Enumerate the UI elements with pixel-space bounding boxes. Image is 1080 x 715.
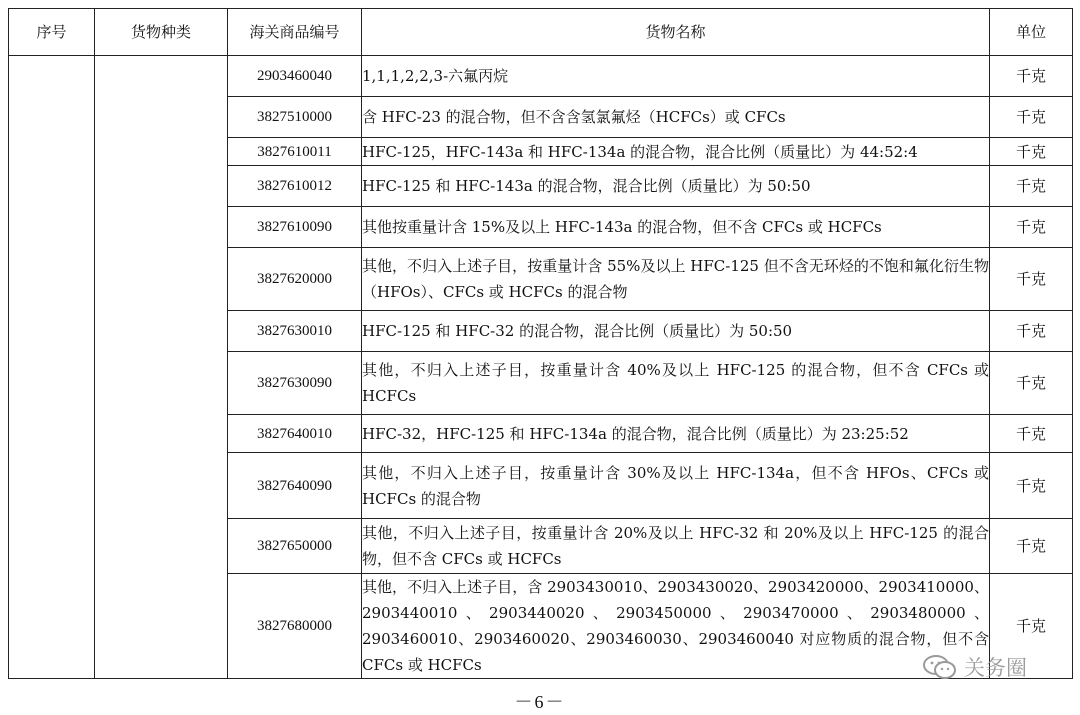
header-goods-name: 货物名称 (362, 9, 990, 56)
goods-name-cell: HFC-125 和 HFC-143a 的混合物，混合比例（质量比）为 50:50 (362, 166, 990, 207)
wechat-icon (922, 654, 958, 680)
hs-code-cell: 3827610012 (228, 166, 362, 207)
goods-name-cell: HFC-125 和 HFC-32 的混合物，混合比例（质量比）为 50:50 (362, 311, 990, 352)
hs-code-cell: 3827630090 (228, 352, 362, 415)
unit-cell: 千克 (990, 248, 1073, 311)
unit-cell: 千克 (990, 415, 1073, 453)
header-row (9, 9, 1073, 56)
unit-cell: 千克 (990, 207, 1073, 248)
goods-table (8, 8, 1073, 679)
unit-cell: 千克 (990, 56, 1073, 97)
hs-code-cell: 3827640010 (228, 415, 362, 453)
watermark-text: 关务圈 (964, 656, 1027, 680)
goods-name-cell: 其他，不归入上述子目，含 2903430010、2903430020、2903420000、2903410000、2903440010、2903440020、2903450000、2903470000、2903480000、2903460010、2903460020、2903460030、2903460040 对应物质的混合物，但不含 CFCs 或 HCFCs (362, 574, 990, 679)
hs-code-cell: 3827640090 (228, 453, 362, 519)
hs-code-cell: 3827630010 (228, 311, 362, 352)
hs-code-cell: 3827680000 (228, 574, 362, 679)
unit-cell: 千克 (990, 352, 1073, 415)
goods-name-cell: HFC-125，HFC-143a 和 HFC-134a 的混合物，混合比例（质量比）为 44:52:4 (362, 138, 990, 166)
header-hs-code: 海关商品编号 (228, 9, 362, 56)
goods-name-cell: 其他，不归入上述子目，按重量计含 55%及以上 HFC-125 但不含无环烃的不饱和氟化衍生物（HFOs）、CFCs 或 HCFCs 的混合物 (362, 248, 990, 311)
goods-name-cell: 1,1,1,2,2,3-六氟丙烷 (362, 56, 990, 97)
goods-name-cell: 其他，不归入上述子目，按重量计含 30%及以上 HFC-134a，但不含 HFOs、CFCs 或 HCFCs 的混合物 (362, 453, 990, 519)
goods-name-cell: HFC-32，HFC-125 和 HFC-134a 的混合物，混合比例（质量比）为 23:25:52 (362, 415, 990, 453)
hs-code-cell: 2903460040 (228, 56, 362, 97)
hs-code-cell: 3827610090 (228, 207, 362, 248)
hs-code-cell: 3827650000 (228, 519, 362, 574)
unit-cell: 千克 (990, 453, 1073, 519)
header-seq: 序号 (9, 9, 95, 56)
seq-cell (9, 56, 95, 679)
table-row (9, 56, 1073, 97)
category-cell (95, 56, 228, 679)
unit-cell: 千克 (990, 138, 1073, 166)
unit-cell: 千克 (990, 311, 1073, 352)
goods-name-cell: 其他，不归入上述子目，按重量计含 20%及以上 HFC-32 和 20%及以上 HFC-125 的混合物，但不含 CFCs 或 HCFCs (362, 519, 990, 574)
goods-name-cell: 含 HFC-23 的混合物，但不含含氢氯氟烃（HCFCs）或 CFCs (362, 97, 990, 138)
hs-code-cell: 3827510000 (228, 97, 362, 138)
hs-code-cell: 3827610011 (228, 138, 362, 166)
header-unit: 单位 (990, 9, 1073, 56)
unit-cell: 千克 (990, 574, 1073, 679)
unit-cell: 千克 (990, 97, 1073, 138)
goods-name-cell: 其他按重量计含 15%及以上 HFC-143a 的混合物，但不含 CFCs 或 HCFCs (362, 207, 990, 248)
unit-cell: 千克 (990, 519, 1073, 574)
unit-cell: 千克 (990, 166, 1073, 207)
hs-code-cell: 3827620000 (228, 248, 362, 311)
goods-name-cell: 其他，不归入上述子目，按重量计含 40%及以上 HFC-125 的混合物，但不含 CFCs 或 HCFCs (362, 352, 990, 415)
page-number: －6－ (514, 692, 566, 712)
header-category: 货物种类 (95, 9, 228, 56)
watermark (922, 652, 1027, 682)
